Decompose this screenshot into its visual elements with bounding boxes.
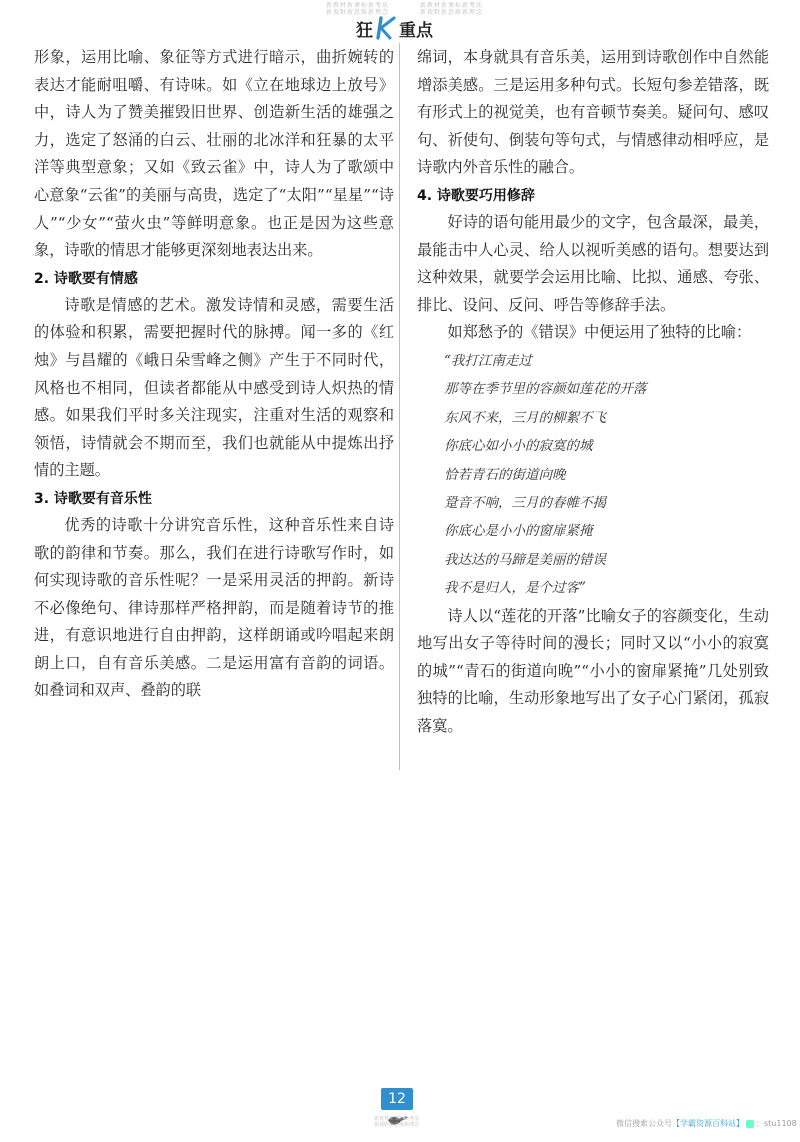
right-column: [417, 44, 769, 741]
heading-section-3: 3. 诗歌要有音乐性: [34, 490, 152, 507]
poem-line: 恰若青石的街道向晚: [444, 466, 566, 483]
poem-line: “我打江南走过: [444, 352, 532, 369]
left-column: [34, 44, 394, 705]
column-divider: [399, 43, 400, 770]
right-paragraph-2: 好诗的语句能用最少的文字，包含最深，最美，最能击中人心灵、给人以视听美感的语句。想要达到这种效果，就要学会运用比喻、比拟、通感、夸张、排比、设问、反问、呼告等修辞手法。: [417, 212, 769, 314]
header-title-left: 狂: [356, 20, 373, 41]
header-title-right: 重点: [399, 20, 433, 41]
left-paragraph-1: 形象，运用比喻、象征等方式进行暗示，曲折婉转的表达才能耐咀嚼、有诗味。如《立在地球边上放号》中，诗人为了赞美摧毁旧世界、创造新生活的雄强之力，选定了怒涌的白云、壮丽的北冰洋和狂暴的太平洋等典型意象；又如《致云雀》中，诗人为了歌颂中心意象“云雀”的美丽与高贵，选定了“太阳”“星星”“诗人”“少女”“萤火虫”等鲜明意象。也正是因为这些意象，诗歌的情思才能够更深刻地表达出来。: [34, 48, 394, 260]
page-header: [0, 0, 800, 40]
header-title: [356, 16, 433, 40]
poem-line: 东风不来，三月的柳絮不飞: [444, 409, 606, 426]
watermark-highlight: 【学霸资源百科站】: [672, 1119, 744, 1128]
poem-line: 你底心是小小的窗扉紧掩: [444, 523, 593, 540]
poem-excerpt: [417, 347, 769, 603]
left-paragraph-3: 优秀的诗歌十分讲究音乐性，这种音乐性来自诗歌的韵律和节奏。那么，我们在进行诗歌写作时，如何实现诗歌的音乐性呢？一是采用灵活的押韵。新诗不必像绝句、律诗那样严格押韵，而是随着诗节的推进，有意识地进行自由押韵，这样朗诵或吟唱起来朗朗上口，自有音乐美感。二是运用富有音韵的词语。如叠词和双声、叠韵的联: [34, 515, 394, 700]
heading-section-4: 4. 诗歌要巧用修辞: [417, 187, 535, 204]
k-logo-icon: [375, 16, 397, 40]
header-decoration-right: 新教材新课标新考法 新视野新思维新理念: [420, 2, 484, 16]
right-paragraph-3: 如郑愁予的《错误》中便运用了独特的比喻：: [447, 323, 752, 342]
wechat-icon: [746, 1120, 754, 1128]
right-paragraph-1: 绵词，本身就具有音乐美，运用到诗歌创作中自然能增添美感。三是运用多种句式。长短句参差错落，既有形式上的视觉美，也有音顿节奏美。疑问句、感叹句、祈使句、倒装句等句式，与情感律动相呼应，是诗歌内外音乐性的融合。: [417, 48, 769, 177]
poem-line: 我不是归人，是个过客”: [444, 580, 586, 597]
poem-line: 跫音不响，三月的春帷不揭: [444, 494, 606, 511]
watermark: [616, 1118, 797, 1129]
poem-line: 你底心如小小的寂寞的城: [444, 438, 593, 455]
heading-section-2: 2. 诗歌要有情感: [34, 270, 138, 287]
footer-decoration: 新教材新课标新考法 新视野新思维新理念: [374, 1116, 420, 1128]
header-decoration-left: 新教材新课标新考法 新视野新思维新理念: [326, 2, 390, 16]
poem-line: 我达达的马蹄是美丽的错误: [444, 551, 606, 568]
page-number: 12: [381, 1088, 413, 1110]
poem-line: 那等在季节里的容颜如莲花的开落: [444, 381, 647, 398]
left-paragraph-2: 诗歌是情感的艺术。激发诗情和灵感，需要生活的体验和积累，需要把握时代的脉搏。闻一多的《红烛》与昌耀的《峨日朵雪峰之侧》产生于不同时代，风格也不相同，但读者都能从中感受到诗人炽热的情感。如果我们平时多关注现实，注重对生活的观察和领悟，诗情就会不期而至，我们也就能从中提炼出抒情的主题。: [34, 295, 394, 480]
watermark-prefix: 微信搜索公众号: [616, 1119, 672, 1128]
watermark-suffix: ：stu1108: [756, 1119, 797, 1128]
right-paragraph-4: 诗人以“莲花的开落”比喻女子的容颜变化，生动地写出女子等待时间的漫长；同时又以“小小的寂寞的城”“青石的街道向晚”“小小的窗扉紧掩”几处别致独特的比喻，生动形象地写出了女子心门紧闭，孤寂落寞。: [417, 606, 769, 735]
